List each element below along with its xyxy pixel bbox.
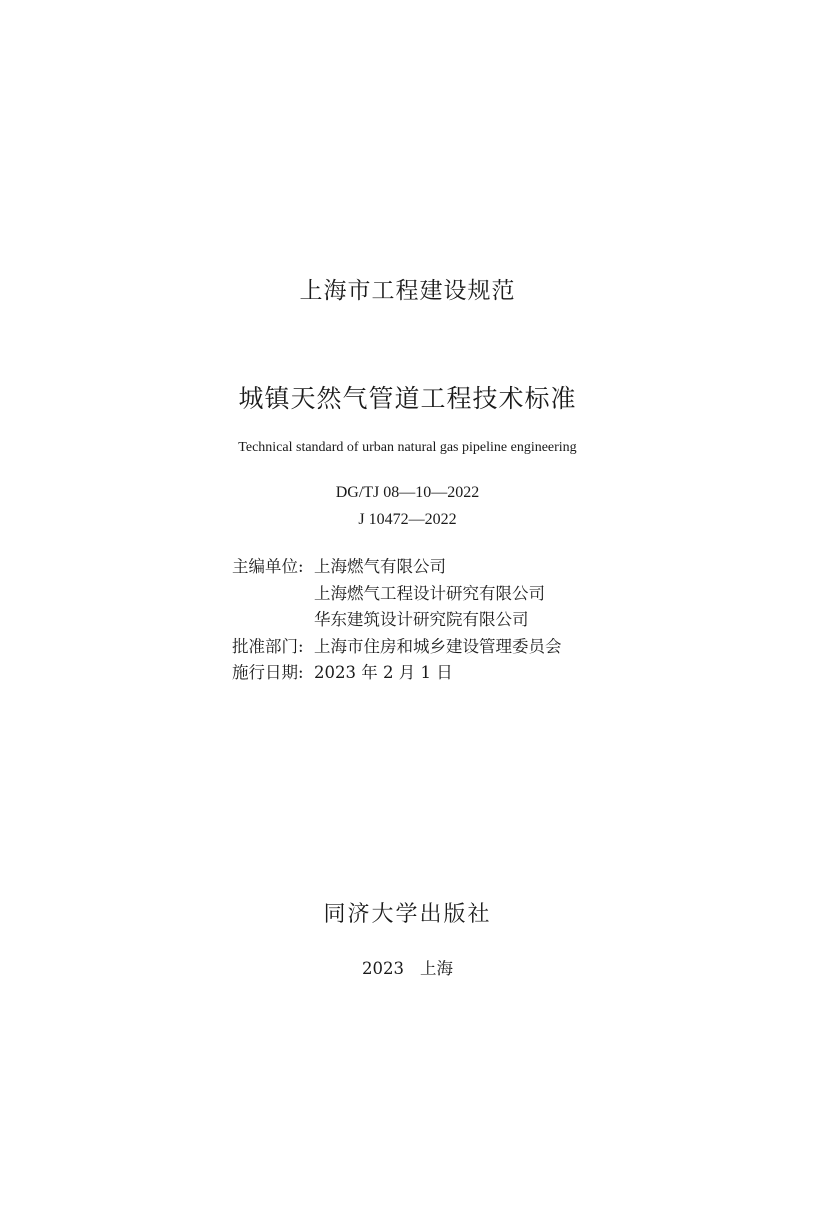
editor-label: 主编单位: [232,557,304,576]
date-value: 2023 年 2 月 1 日 [314,663,453,682]
editor-item: 华东建筑设计研究院有限公司 [314,610,529,629]
english-title: Technical standard of urban natural gas pipeline engineering [238,440,577,455]
approver-label: 批准部门: [232,636,304,656]
editor-list [314,554,545,634]
series-title: 上海市工程建设规范 [299,278,516,304]
editor-row [232,554,562,634]
date-row [232,660,562,687]
editor-item: 上海燃气工程设计研究有限公司 [314,583,545,603]
standard-code: DG/TJ 08—10—2022 [335,484,480,501]
record-code: J 10472—2022 [358,511,457,528]
publication-line [0,955,815,979]
publication-city: 上海 [420,959,453,978]
date-label: 施行日期: [232,663,304,682]
editor-item: 上海燃气有限公司 [314,557,446,576]
approver-value: 上海市住房和城乡建设管理委员会 [314,636,562,656]
approver-row [232,634,562,661]
publisher-name: 同济大学出版社 [323,902,492,927]
metadata-block [232,554,562,687]
document-title: 城镇天然气管道工程技术标准 [238,384,577,413]
publication-year: 2023 [362,959,404,978]
